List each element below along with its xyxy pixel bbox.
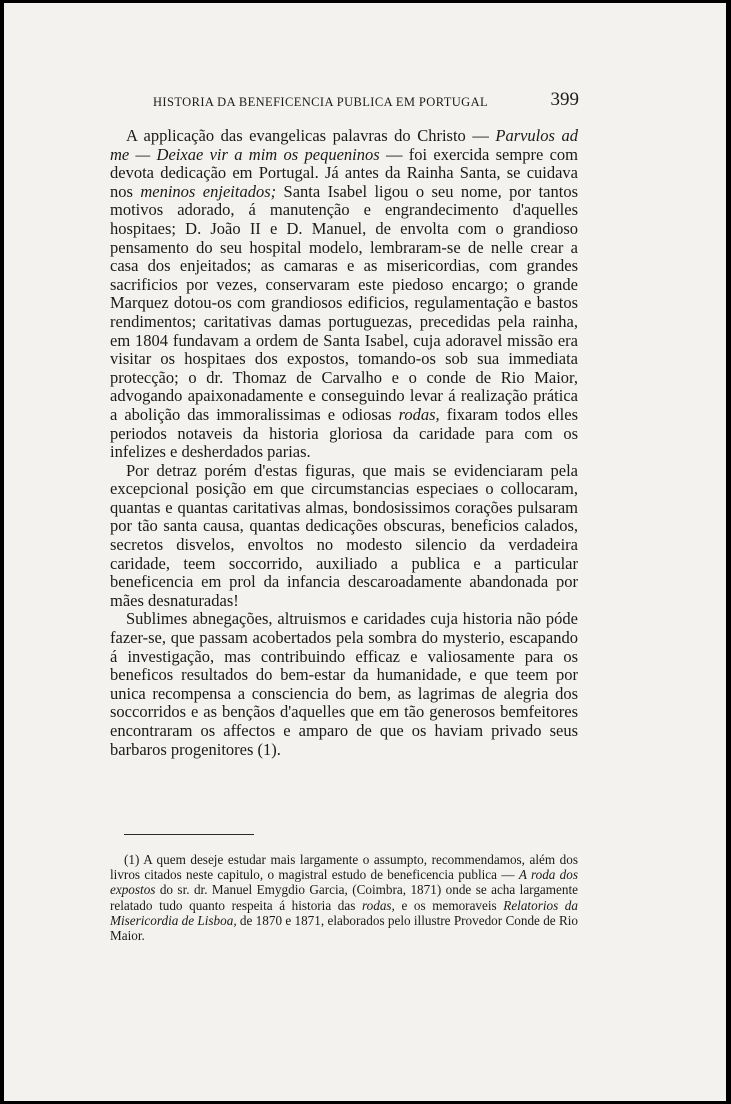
p1-latin-quote: Parvulos ad me — Deixae vir a mim os pequeninos	[110, 126, 578, 164]
p1-text-a: A applicação das evangelicas palavras do Christo —	[126, 126, 496, 145]
footnote-rodas: rodas,	[361, 897, 395, 913]
scanned-page	[4, 3, 726, 1101]
p1-text-c: Santa Isabel ligou o seu nome, por tantos motivos adorado, á manutenção e engrandecimento d'aquelles hospitaes; D. João II e D. Manuel, de envolta com o grandioso pensamento do seu hospital modelo, lembraram-se de nelle crear a casa dos enjeitados; as camaras e as misericordias, com grandes sacrificios por vezes, conservaram este piedoso encargo; o grande Marquez dotou-os com grandiosos edificios, regulamentação e bastos rendimentos; caritativas damas portuguezas, precedidas pela rainha, em 1804 fundavam a ordem de Santa Isabel, cuja adoravel missão era visitar os hospitaes dos expostos, tomando-os sob sua immediata protecção; o dr. Thomaz de Carvalho e o conde de Rio Maior, advogando apaixonadamente e conseguindo levar á realização prática a abolição das immoralissimas e odiosas	[110, 181, 578, 424]
footnote-text-d: de 1870 e 1871, elaborados pelo illustre Provedor Conde de Rio Maior.	[110, 912, 578, 944]
p1-rodas: rodas,	[398, 404, 440, 424]
footnote-title-roda: A roda dos expostos	[110, 867, 579, 898]
page-number: 399	[550, 89, 579, 110]
footnote-relatorios: Relatorios da Misericordia de Lisboa,	[110, 897, 578, 928]
footnote-text-b: do sr. dr. Manuel Emygdio Garcia, (Coimbra, 1871) onde se acha largamente relatado tudo quanto respeita á historia das	[110, 882, 578, 913]
p1-text-b: — foi exercida sempre com devota dedicação em Portugal. Já antes da Rainha Santa, se cuidava nos	[110, 144, 578, 201]
paragraph-3: Sublimes abnegações, altruismos e caridades cuja historia não póde fazer-se, que passam acobertados pela sombra do mysterio, escapando á investigação, mas contribuindo efficaz e valiosamente para os beneficos resultados do bem-estar da humanidade, e que teem por unica recompensa a consciencia do bem, as lagrimas de alegria dos soccorridos e as bençãos d'aquelles que em tão generosos bemfeitores encontraram os affectos e amparo de que os haviam privado seus barbaros progenitores (1).	[110, 609, 578, 759]
footnote	[110, 852, 578, 943]
p1-meninos-enjeitados: meninos enjeitados;	[140, 181, 277, 201]
body-text	[110, 127, 578, 759]
running-title: HISTORIA DA BENEFICENCIA PUBLICA EM PORTUGAL	[153, 95, 489, 109]
p1-text-d: fixaram todos elles periodos notaveis da historia gloriosa da caridade para com os infelizes e desherdados parias.	[110, 404, 579, 462]
paragraph-1	[110, 127, 578, 462]
paragraph-2: Por detraz porém d'estas figuras, que mais se evidenciaram pela excepcional posição em que circumstancias especiaes o collocaram, quantas e quantas caritativas almas, bondosissimos corações pulsaram por tão santa causa, quantas dedicações obscuras, beneficios calados, secretos disvelos, envoltos no modesto silencio da verdadeira caridade, teem soccorrido, auxiliado a publica e a particular beneficencia em prol da infancia descaroadamente abandonada por mães desnaturadas!	[110, 460, 578, 610]
page-header	[109, 89, 579, 117]
footnote-text-a: (1) A quem deseje estudar mais largamente o assumpto, recommendamos, além dos livros citados neste capitulo, o magistral estudo de beneficencia publica —	[110, 852, 578, 883]
footnote-rule	[124, 834, 254, 835]
footnote-text-c: e os memoraveis	[394, 897, 504, 913]
